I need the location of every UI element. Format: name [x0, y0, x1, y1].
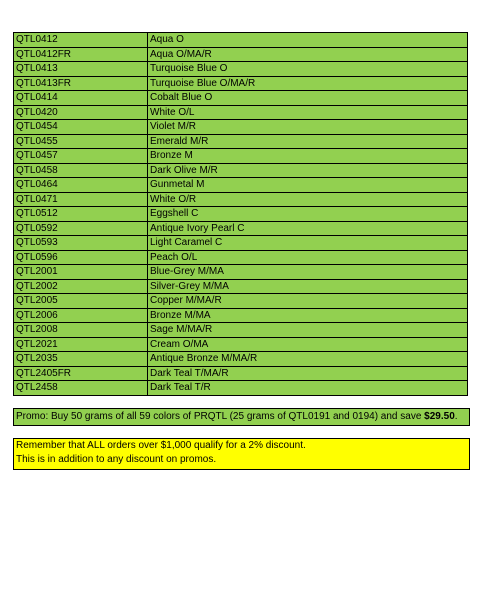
product-code-cell: QTL2021: [14, 337, 148, 352]
product-code-cell: QTL0471: [14, 192, 148, 207]
table-row: [14, 134, 468, 149]
table-row: [14, 178, 468, 193]
product-code-cell: QTL0512: [14, 207, 148, 222]
product-code-cell: QTL2006: [14, 308, 148, 323]
product-name-cell: Peach O/L: [148, 250, 468, 265]
promo-amount: $29.50: [424, 411, 455, 422]
promo-text: Promo: Buy 50 grams of all 59 colors of PRQTL (25 grams of QTL0191 and 0194) and save: [16, 411, 425, 422]
table-row: [14, 265, 468, 280]
product-code-cell: QTL0413: [14, 62, 148, 77]
product-code-cell: QTL0413FR: [14, 76, 148, 91]
table-row: [14, 352, 468, 367]
table-row: [14, 279, 468, 294]
product-name-cell: Silver-Grey M/MA: [148, 279, 468, 294]
table-row: [14, 149, 468, 164]
product-code-cell: QTL0454: [14, 120, 148, 135]
product-name-cell: Cream O/MA: [148, 337, 468, 352]
product-name-cell: Dark Olive M/R: [148, 163, 468, 178]
product-name-cell: Bronze M: [148, 149, 468, 164]
product-code-cell: QTL0414: [14, 91, 148, 106]
table-row: [14, 91, 468, 106]
table-row: [14, 308, 468, 323]
product-name-cell: White O/L: [148, 105, 468, 120]
product-name-cell: Aqua O/MA/R: [148, 47, 468, 62]
table-row: [14, 207, 468, 222]
product-name-cell: Dark Teal T/R: [148, 381, 468, 396]
product-sheet: [13, 32, 468, 396]
product-code-cell: QTL0592: [14, 221, 148, 236]
table-row: [14, 192, 468, 207]
product-code-cell: QTL0455: [14, 134, 148, 149]
promo-banner: [13, 408, 470, 426]
product-name-cell: Cobalt Blue O: [148, 91, 468, 106]
product-code-cell: QTL0420: [14, 105, 148, 120]
product-name-cell: Dark Teal T/MA/R: [148, 366, 468, 381]
product-code-cell: QTL0464: [14, 178, 148, 193]
product-name-cell: Blue-Grey M/MA: [148, 265, 468, 280]
notice-line-1: Remember that ALL orders over $1,000 qualify for a 2% discount.: [16, 440, 306, 451]
product-code-cell: QTL2001: [14, 265, 148, 280]
product-code-cell: QTL0458: [14, 163, 148, 178]
product-name-cell: Turquoise Blue O: [148, 62, 468, 77]
product-name-cell: Antique Ivory Pearl C: [148, 221, 468, 236]
product-code-cell: QTL0457: [14, 149, 148, 164]
product-code-cell: QTL2002: [14, 279, 148, 294]
product-name-cell: Bronze M/MA: [148, 308, 468, 323]
product-name-cell: Eggshell C: [148, 207, 468, 222]
product-name-cell: Sage M/MA/R: [148, 323, 468, 338]
product-code-cell: QTL0596: [14, 250, 148, 265]
table-row: [14, 62, 468, 77]
table-row: [14, 381, 468, 396]
product-name-cell: Violet M/R: [148, 120, 468, 135]
product-code-cell: QTL2405FR: [14, 366, 148, 381]
product-name-cell: Antique Bronze M/MA/R: [148, 352, 468, 367]
product-name-cell: Emerald M/R: [148, 134, 468, 149]
notice-line-2: This is in addition to any discount on promos.: [16, 454, 217, 465]
table-row: [14, 76, 468, 91]
table-row: [14, 47, 468, 62]
table-row: [14, 120, 468, 135]
table-row: [14, 105, 468, 120]
discount-notice: [13, 438, 470, 470]
product-code-cell: QTL0412: [14, 33, 148, 48]
table-row: [14, 366, 468, 381]
table-row: [14, 221, 468, 236]
product-code-cell: QTL0412FR: [14, 47, 148, 62]
table-row: [14, 323, 468, 338]
product-name-cell: White O/R: [148, 192, 468, 207]
product-code-cell: QTL2035: [14, 352, 148, 367]
table-row: [14, 33, 468, 48]
product-code-cell: QTL2008: [14, 323, 148, 338]
product-table-body: [14, 33, 468, 396]
product-name-cell: Aqua O: [148, 33, 468, 48]
product-name-cell: Copper M/MA/R: [148, 294, 468, 309]
promo-suffix: .: [454, 411, 458, 422]
product-table: [13, 32, 468, 396]
table-row: [14, 294, 468, 309]
product-code-cell: QTL2005: [14, 294, 148, 309]
table-row: [14, 163, 468, 178]
product-code-cell: QTL0593: [14, 236, 148, 251]
product-code-cell: QTL2458: [14, 381, 148, 396]
table-row: [14, 337, 468, 352]
product-name-cell: Light Caramel C: [148, 236, 468, 251]
table-row: [14, 250, 468, 265]
product-name-cell: Turquoise Blue O/MA/R: [148, 76, 468, 91]
table-row: [14, 236, 468, 251]
product-name-cell: Gunmetal M: [148, 178, 468, 193]
